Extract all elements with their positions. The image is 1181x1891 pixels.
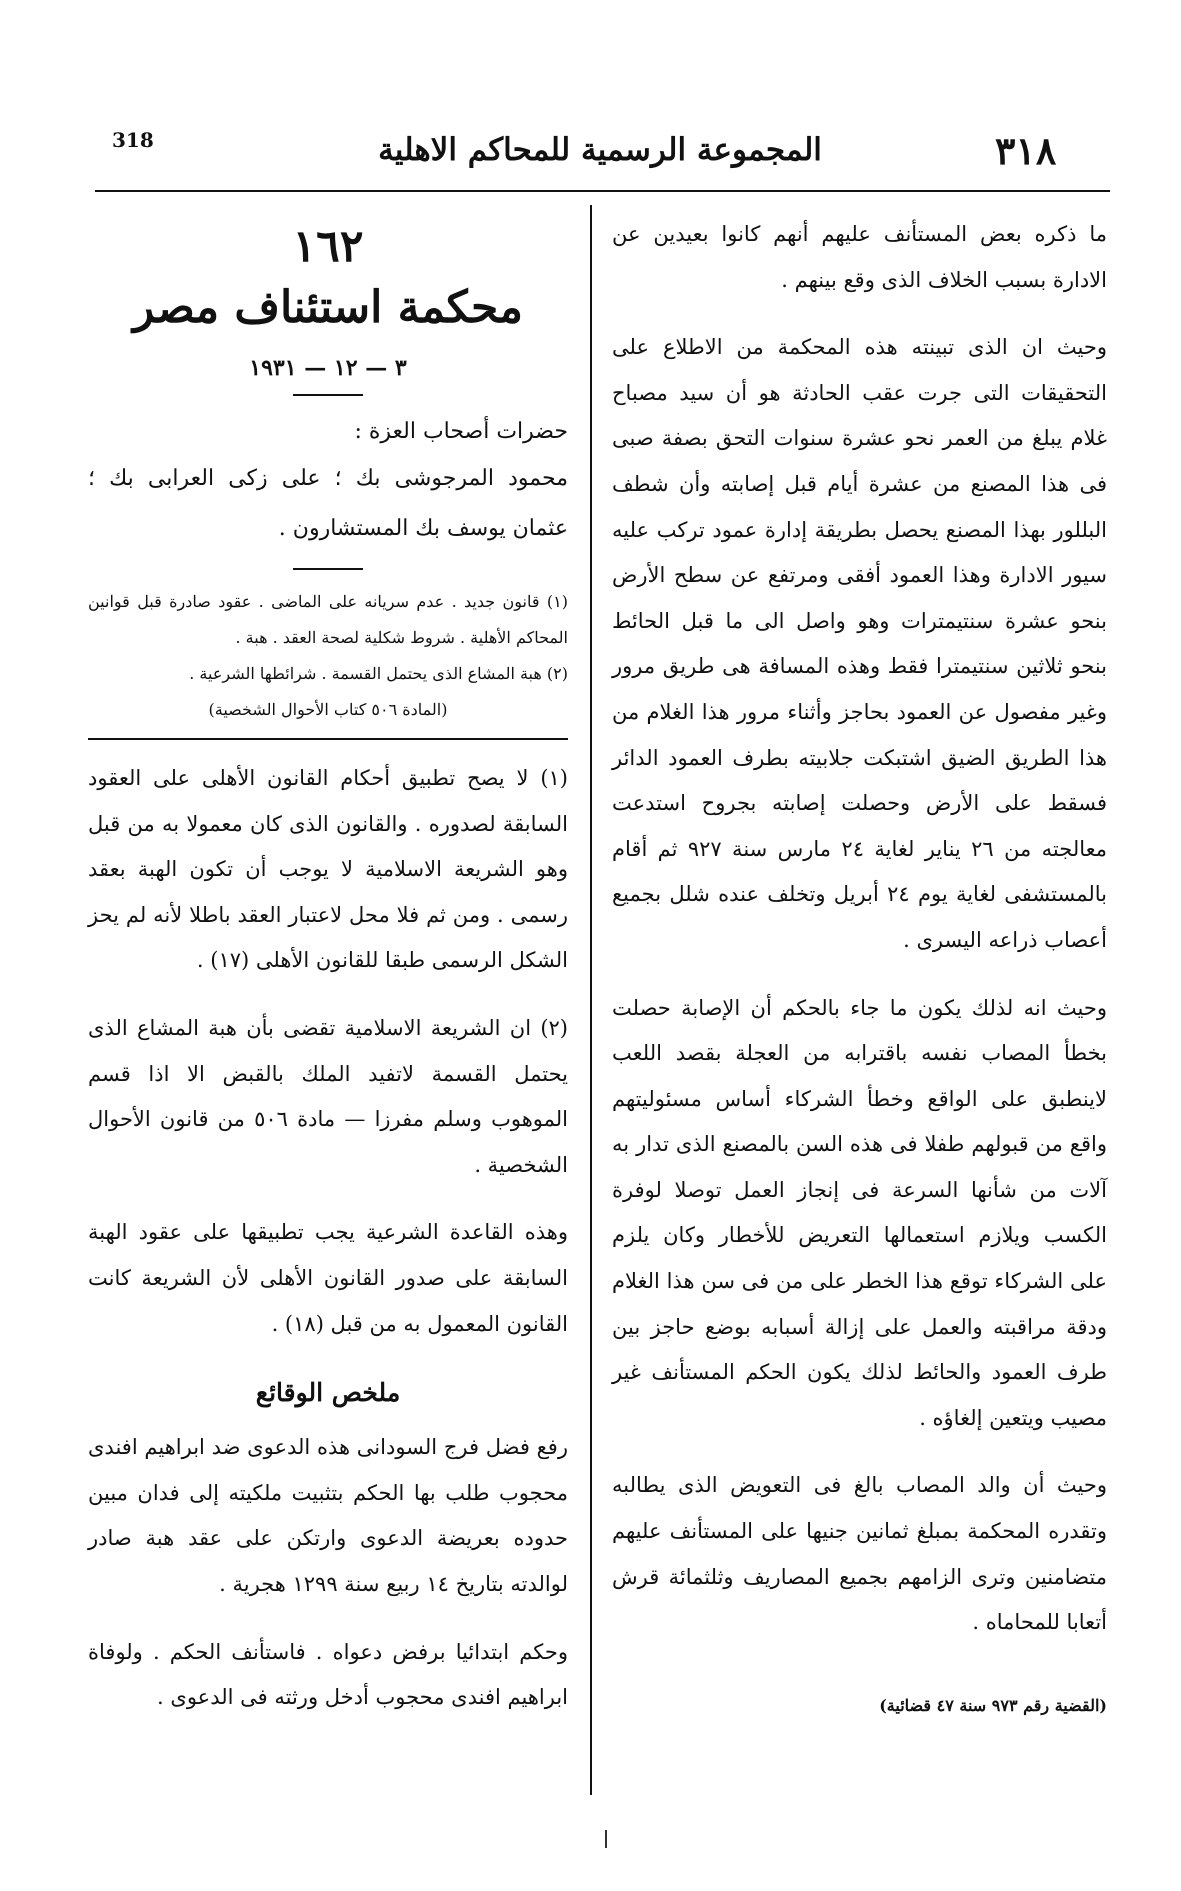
paragraph: ما ذكره بعض المستأنف عليهم أنهم كانوا بعيدين عن الادارة بسبب الخلاف الذى وقع بينهم .	[612, 222, 1107, 292]
court-title: محكمة استئناف مصر	[133, 282, 523, 333]
principle-paragraph: (١) لا يصح تطبيق أحكام القانون الأهلى على العقود السابقة لصدوره . والقانون الذى كان معمولا به من قبل وهو الشريعة الاسلامية لا يوجب أن تكون الهبة بعقد رسمى . ومن ثم فلا محل لاعتبار العقد باطلا لأنه لم يحز الشكل الرسمى طبقا للقانون الأهلى (١٧) .	[88, 766, 568, 973]
short-rule	[293, 568, 363, 570]
page-number-latin: 318	[112, 128, 154, 152]
running-title: المجموعة الرسمية للمحاكم الاهلية	[378, 132, 822, 168]
session-date: ٣ — ١٢ — ١٩٣١	[249, 355, 407, 381]
paragraph: وحيث أن والد المصاب بالغ فى التعويض الذى يطالبه وتقدره المحكمة بمبلغ ثمانين جنيها على المستأنف عليهم متضامنين وترى الزامهم بجميع المصاريف وثلثمائة قرش أتعابا للمحاماه .	[612, 1473, 1107, 1635]
paragraph: وحيث انه لذلك يكون ما جاء بالحكم أن الإصابة حصلت بخطأ المصاب نفسه باقترابه من العجلة بقصد اللعب لاينطبق على الواقع وخطأ الشركاء أساس مسئوليتهم واقع من قبولهم طفلا فى هذه السن بالمصنع الذى تدار به آلات من شأنها السرعة فى إنجاز العمل توصلا لوفرة الكسب ويلازم استعمالها التعريض للأخطار وكان يلزم على الشركاء توقع هذا الخطر على من فى سن هذا الغلام ودقة مراقبته والعمل على إزالة أسبابه بوضع حاجز بين طرف العمود والحائط لذلك يكون الحكم المستأنف غير مصيب ويتعين إلغاؤه .	[612, 995, 1107, 1430]
left-column	[88, 220, 568, 1721]
headnote: (١) قانون جديد . عدم سريانه على الماضى . عقود صادرة قبل قوانين المحاكم الأهلية . شروط شكلية لصحة العقد . هبة .	[88, 592, 568, 647]
facts-heading: ملخص الوقائع	[255, 1378, 401, 1408]
headnote: (٢) هبة المشاع الذى يحتمل القسمة . شرائطها الشرعية .	[189, 664, 568, 683]
right-column	[612, 212, 1107, 1726]
short-rule	[293, 394, 363, 396]
page-number-arabic: ٣١٨	[995, 128, 1057, 173]
judges-names: محمود المرجوشى بك ؛ على زكى العرابى بك ؛ عثمان يوسف بك المستشارون .	[88, 466, 568, 541]
section-rule	[88, 738, 568, 740]
bottom-mark	[605, 1830, 607, 1848]
column-divider	[590, 205, 592, 1795]
facts-paragraph: رفع فضل فرج السودانى هذه الدعوى ضد ابراهيم افندى محجوب طلب بها الحكم بتثبيت ملكيته إلى فدان مبين حدوده بعريضة الدعوى وارتكن على عقد هبة صادر لوالدته بتاريخ ١٤ ربيع سنة ١٢٩٩ هجرية .	[88, 1435, 568, 1596]
judges-title: حضرات أصحاب العزة :	[354, 419, 568, 444]
paragraph: وحيث ان الذى تبينته هذه المحكمة من الاطلاع على التحقيقات التى جرت عقب الحادثة هو أن سيد مصباح غلام يبلغ من العمر نحو عشرة سنوات التحق بصفة صبى فى هذا المصنع من عشرة أيام قبل إصابته وأن شطف البللور بهذا المصنع يحصل بطريقة إدارة عمود تركب عليه سيور الادارة وهذا العمود أفقى ومرتفع عن سطح الأرض بنحو عشرة سنتيمترات وهو واصل الى ما قبل الحائط بنحو ثلاثين سنتيمترا فقط وهذه المسافة هى طريق مرور وغير مفصول عن العمود بحاجز وأثناء مرور هذا الغلام من هذا الطريق الضيق اشتبكت جلابيته بطرف العمود الدائر فسقط على الأرض وحصلت إصابته بجروح استدعت معالجته من ٢٦ يناير لغاية ٢٤ مارس سنة ٩٢٧ ثم أقام بالمستشفى لغاية يوم ٢٤ أبريل وتخلف عنده شلل بجميع أعصاب ذراعه اليسرى .	[612, 335, 1108, 952]
principle-paragraph: وهذه القاعدة الشرعية يجب تطبيقها على عقود الهبة السابقة على صدور القانون الأهلى لأن الشريعة كانت القانون المعمول به من قبل (١٨) .	[88, 1220, 568, 1336]
facts-paragraph: وحكم ابتدائيا برفض دعواه . فاستأنف الحكم . ولوفاة ابراهيم افندى محجوب أدخل ورثته فى الدعوى .	[88, 1639, 568, 1710]
header-rule	[95, 190, 1110, 192]
case-number: ١٦٢	[292, 221, 364, 272]
headnote-reference: (المادة ٥٠٦ كتاب الأحوال الشخصية)	[208, 700, 448, 719]
case-citation: (القضية رقم ٩٧٣ سنة ٤٧ قضائية)	[879, 1695, 1107, 1715]
principle-paragraph: (٢) ان الشريعة الاسلامية تقضى بأن هبة المشاع الذى يحتمل القسمة لاتفيد الملك بالقبض الا اذا قسم الموهوب وسلم مفرزا — مادة ٥٠٦ من قانون الأحوال الشخصية .	[88, 1015, 568, 1177]
